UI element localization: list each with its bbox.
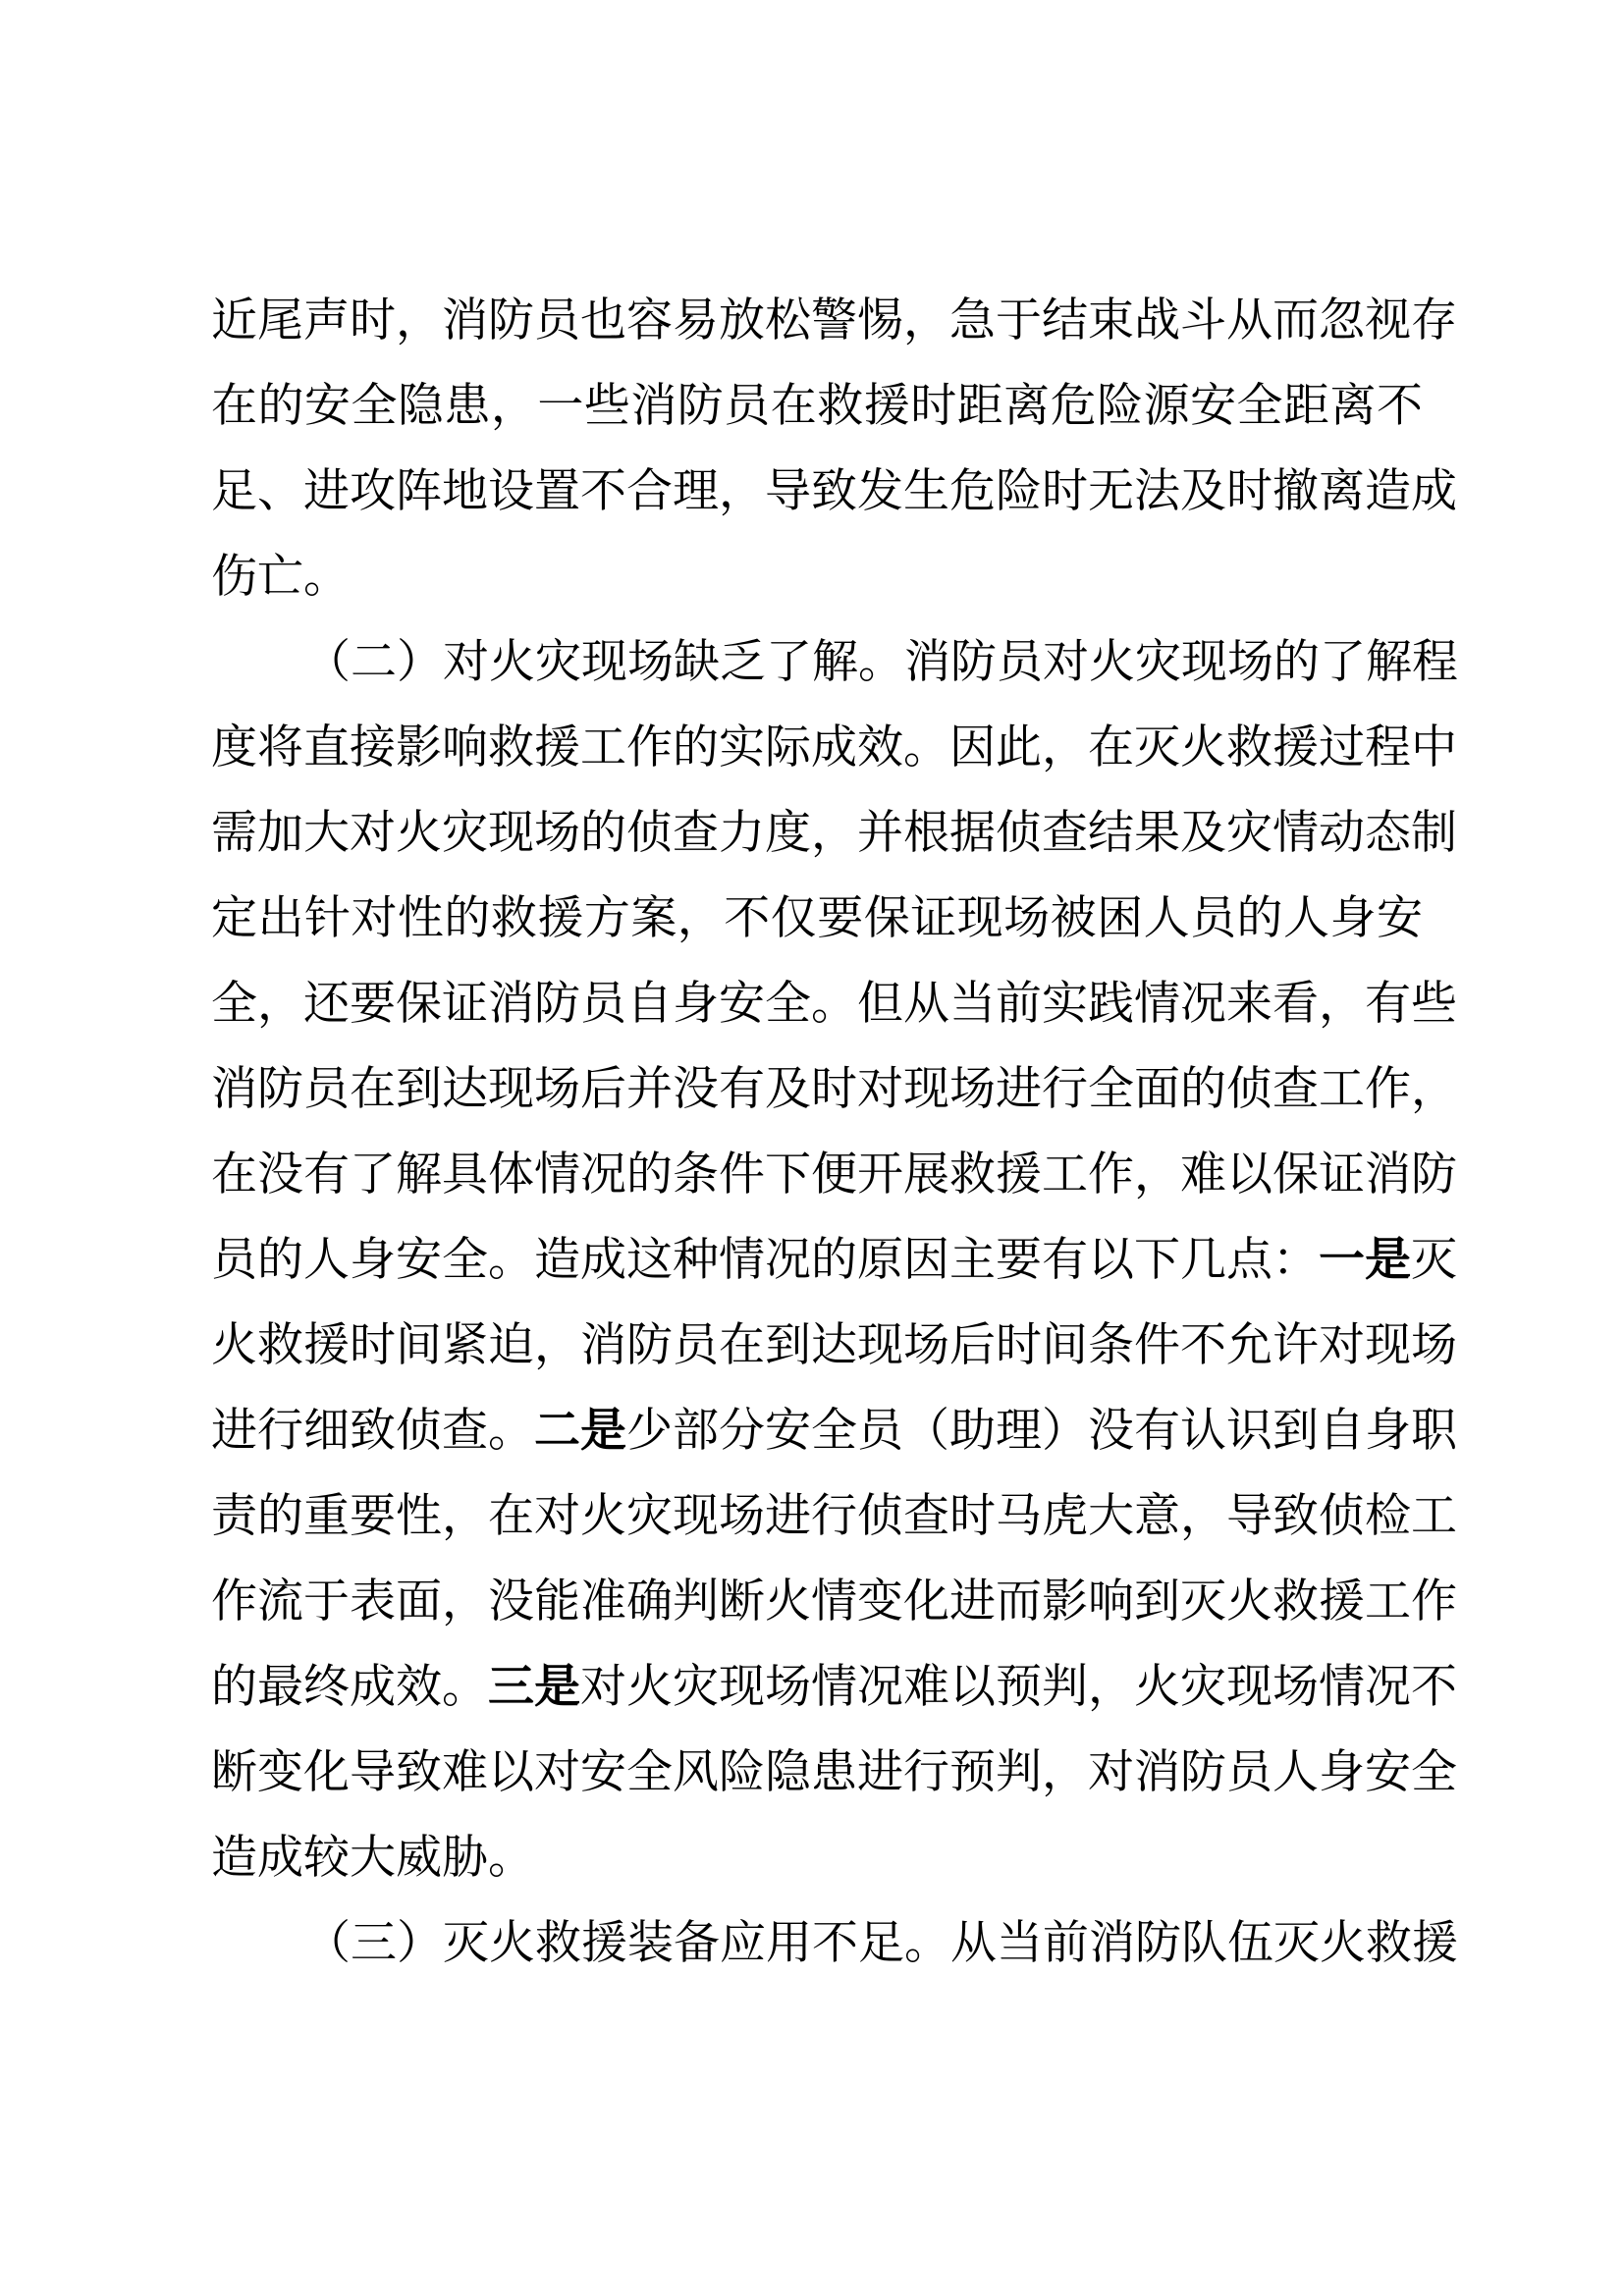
- text-line: 火救援时间紧迫，消防员在到达现场后时间条件不允许对现场: [211, 1318, 1457, 1372]
- text-line: 断变化导致难以对安全风险隐患进行预判，对消防员人身安全: [211, 1745, 1457, 1799]
- text-line: 需加大对火灾现场的侦查力度，并根据侦查结果及灾情动态制: [211, 806, 1457, 860]
- text-line: 作流于表面，没能准确判断火情变化进而影响到灭火救援工作: [211, 1575, 1457, 1629]
- text-line: 定出针对性的救援方案，不仅要保证现场被困人员的人身安: [211, 891, 1423, 945]
- paragraph-3: [211, 1900, 1458, 1986]
- text-segment: 进行细致侦查。: [211, 1404, 534, 1458]
- text-segment: 的最终成效。: [211, 1660, 488, 1714]
- text-line: 全，还要保证消防员自身安全。但从当前实践情况来看，有些: [211, 977, 1457, 1031]
- paragraph-2: [211, 619, 1458, 1900]
- paragraph-1: [211, 278, 1457, 619]
- text-segment: 灭: [1411, 1233, 1457, 1287]
- bold-point-2: 二是: [534, 1404, 626, 1458]
- section-heading-line: （三）灭火救援装备应用不足。从当前消防队伍灭火救援: [304, 1916, 1458, 1970]
- document-page: [211, 278, 1458, 1986]
- text-segment: 员的人身安全。造成这种情况的原因主要有以下几点：: [211, 1233, 1319, 1287]
- text-line: 在没有了解具体情况的条件下便开展救援工作，难以保证消防: [211, 1148, 1457, 1201]
- text-line: [211, 1644, 1457, 1730]
- text-line: 在的安全隐患，一些消防员在救援时距离危险源安全距离不: [211, 379, 1423, 433]
- text-segment: 少部分安全员（助理）没有认识到自身职: [626, 1404, 1457, 1458]
- text-line: [211, 1217, 1457, 1303]
- text-line: 近尾声时，消防员也容易放松警惕，急于结束战斗从而忽视存: [211, 294, 1457, 347]
- text-line: 责的重要性，在对火灾现场进行侦查时马虎大意，导致侦检工: [211, 1489, 1457, 1543]
- text-line: 造成较大威胁。: [211, 1831, 534, 1885]
- text-line: [211, 1388, 1457, 1473]
- bold-point-1: 一是: [1319, 1233, 1411, 1287]
- section-heading-line: （二）对火灾现场缺乏了解。消防员对火灾现场的了解程: [304, 635, 1458, 689]
- text-line: 伤亡。: [211, 550, 350, 604]
- text-segment: 对火灾现场情况难以预判，火灾现场情况不: [580, 1660, 1457, 1714]
- text-line: 度将直接影响救援工作的实际成效。因此，在灭火救援过程中: [211, 721, 1457, 774]
- text-line: 足、进攻阵地设置不合理，导致发生危险时无法及时撤离造成: [211, 464, 1457, 518]
- bold-point-3: 三是: [488, 1660, 580, 1714]
- text-line: 消防员在到达现场后并没有及时对现场进行全面的侦查工作，: [211, 1062, 1457, 1116]
